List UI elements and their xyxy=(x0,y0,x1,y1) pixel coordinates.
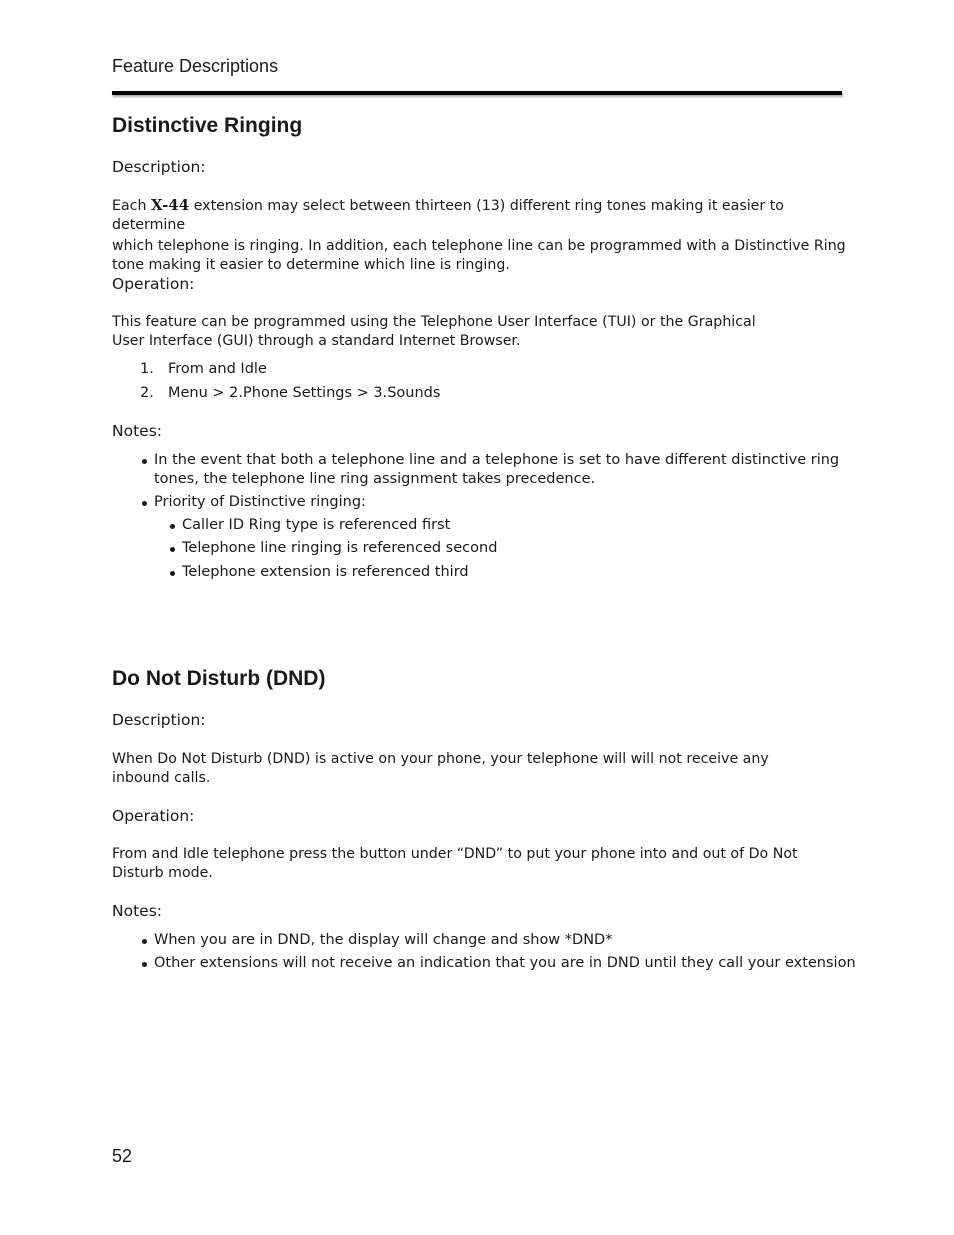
subnote-item: Caller ID Ring type is referenced first xyxy=(182,517,451,533)
page-number: 52 xyxy=(112,1146,133,1166)
bullet-icon xyxy=(142,459,147,464)
note-line: tones, the telephone line ring assignment takes precedence. xyxy=(154,471,596,487)
description-line-2: which telephone is ringing. In addition, each telephone line can be programmed with a Distinctive Ring xyxy=(112,238,846,254)
notes-label: Notes: xyxy=(112,902,162,920)
page-header: Feature Descriptions xyxy=(112,56,279,76)
description-paragraph: When Do Not Disturb (DND) is active on your phone, your telephone will will not receive any inbound calls. xyxy=(112,751,769,786)
note-item: Priority of Distinctive ringing: xyxy=(154,494,366,510)
notes-label: Notes: xyxy=(112,422,162,440)
section-title-dnd: Do Not Disturb (DND) xyxy=(112,667,326,690)
bullet-icon xyxy=(142,939,147,944)
description-label: Description: xyxy=(112,711,206,729)
step-number: 1. xyxy=(140,361,154,377)
note-item: Other extensions will not receive an indication that you are in DND until they call your extension xyxy=(154,955,856,971)
operation-paragraph: This feature can be programmed using the Telephone User Interface (TUI) or the Graphical User Interface (GUI) through a standard Internet Browser. xyxy=(112,314,756,349)
header-rule xyxy=(112,91,842,95)
step-text: From and Idle xyxy=(168,361,267,377)
product-name: X-44 xyxy=(150,196,190,214)
step-item xyxy=(140,384,440,403)
note-line: In the event that both a telephone line and a telephone is set to have different distinctive ring xyxy=(154,452,840,468)
step-number: 2. xyxy=(140,385,154,401)
description-label: Description: xyxy=(112,158,206,176)
step-text: Menu > 2.Phone Settings > 3.Sounds xyxy=(168,385,441,401)
operation-paragraph: From and Idle telephone press the button under “DND” to put your phone into and out of Do Not Disturb mode. xyxy=(112,846,798,881)
bullet-icon xyxy=(142,501,147,506)
subnote-item: Telephone line ringing is referenced second xyxy=(182,540,498,556)
subnote-item: Telephone extension is referenced third xyxy=(182,564,469,580)
section-title-distinctive-ringing: Distinctive Ringing xyxy=(112,114,303,137)
description-line-1 xyxy=(112,196,852,235)
bullet-icon xyxy=(142,962,147,967)
bullet-icon xyxy=(170,524,175,529)
note-item: When you are in DND, the display will change and show *DND* xyxy=(154,932,613,948)
description-line-1-text: extension may select between thirteen (13) different ring tones making it easier to determine xyxy=(112,198,784,233)
note-item xyxy=(154,451,844,489)
bullet-icon xyxy=(170,547,175,552)
description-paragraph xyxy=(112,196,852,275)
step-item xyxy=(140,360,267,379)
operation-label: Operation: xyxy=(112,807,195,825)
operation-label: Operation: xyxy=(112,275,195,293)
bullet-icon xyxy=(170,571,175,576)
description-prefix: Each xyxy=(112,198,147,214)
description-line-3: tone making it easier to determine which line is ringing. xyxy=(112,257,510,273)
